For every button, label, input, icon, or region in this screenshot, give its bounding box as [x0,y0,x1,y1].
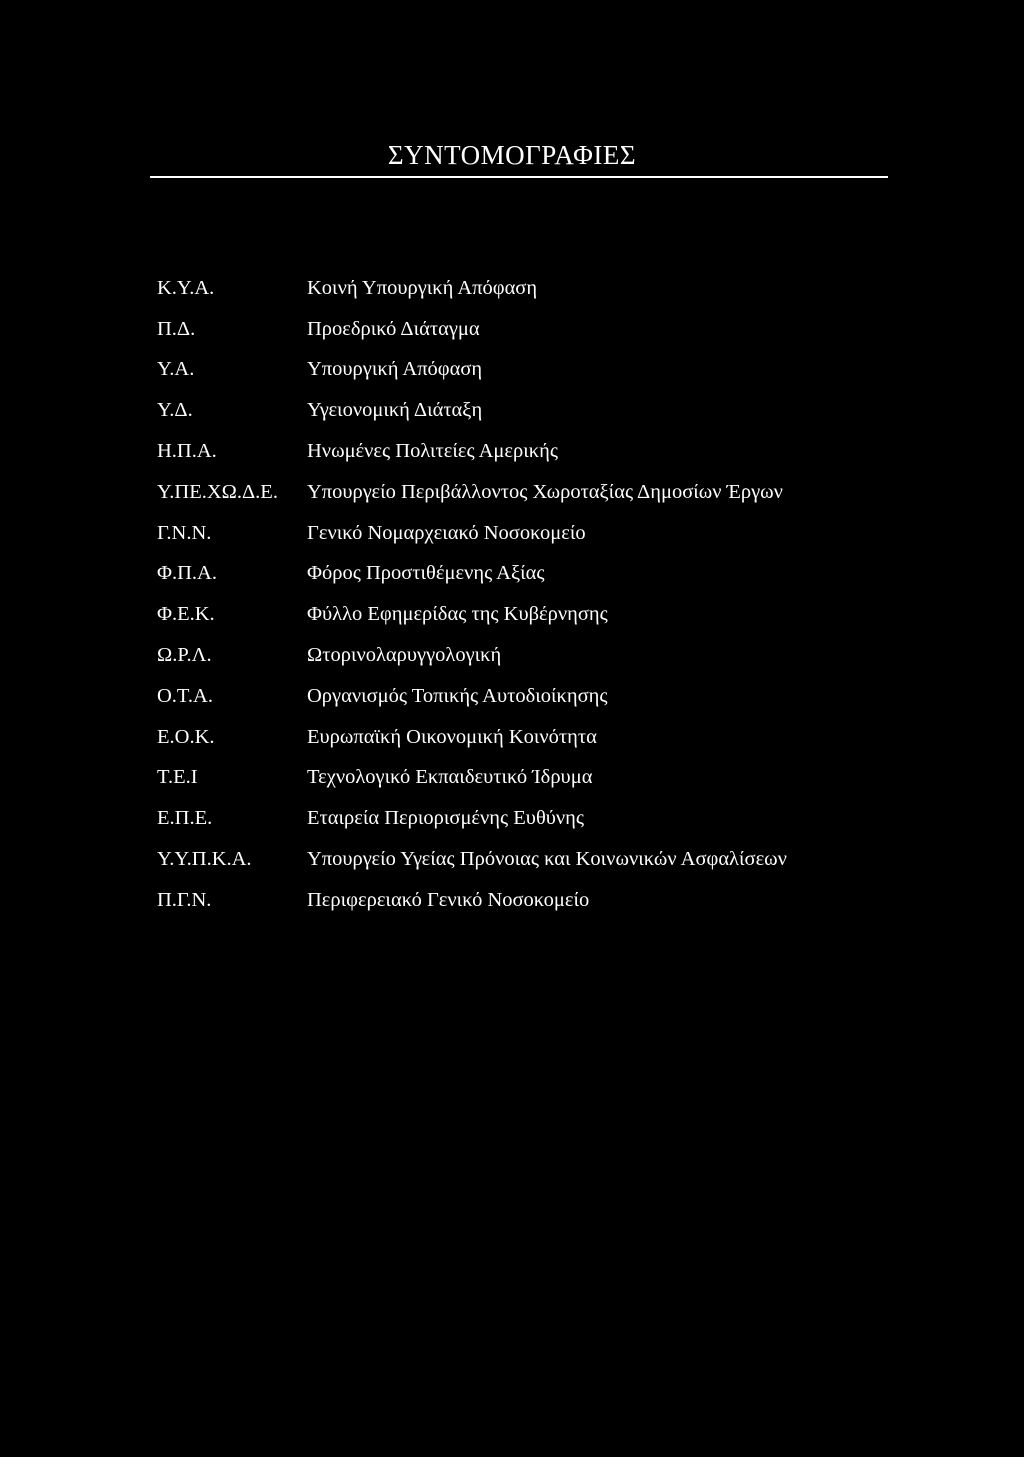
abbreviation-row [157,717,887,758]
abbreviation-meaning: Εταιρεία Περιορισμένης Ευθύνης [307,807,585,830]
page-title: ΣΥΝΤΟΜΟΓΡΑΦΙΕΣ [387,140,637,170]
abbreviation-term: Τ.Ε.Ι [157,766,198,789]
abbreviation-row [157,472,887,513]
abbreviation-term: Π.Γ.Ν. [157,888,212,911]
abbreviation-meaning: Ηνωμένες Πολιτείες Αμερικής [307,440,558,463]
abbreviation-meaning: Προεδρικό Διάταγμα [307,317,480,340]
abbreviation-term: Γ.Ν.Ν. [157,521,212,544]
abbreviation-row [157,554,887,595]
abbreviation-meaning: Υγειονομική Διάταξη [307,399,483,422]
abbreviation-meaning: Οργανισμός Τοπικής Αυτοδιοίκησης [307,684,608,707]
abbreviation-term: Υ.ΠΕ.ΧΩ.Δ.Ε. [157,480,278,503]
abbreviation-term: Κ.Υ.Α. [157,276,215,299]
abbreviation-row [157,268,887,309]
abbreviation-list [157,268,887,921]
abbreviation-meaning: Τεχνολογικό Εκπαιδευτικό Ίδρυμα [307,766,593,789]
abbreviation-row [157,880,887,921]
abbreviation-row [157,758,887,799]
abbreviation-row [157,594,887,635]
abbreviation-term: Ε.Π.Ε. [157,807,213,830]
abbreviation-row [157,635,887,676]
abbreviation-row [157,513,887,554]
abbreviation-meaning: Υπουργική Απόφαση [307,358,483,381]
abbreviation-term: Π.Δ. [157,317,196,340]
abbreviation-term: Φ.Ε.Κ. [157,603,215,626]
abbreviation-term: Ω.Ρ.Λ. [157,644,212,667]
abbreviation-row [157,390,887,431]
abbreviation-term: Η.Π.Α. [157,440,217,463]
abbreviation-term: Ε.Ο.Κ. [157,725,215,748]
abbreviation-row [157,676,887,717]
abbreviation-meaning: Υπουργείο Υγείας Πρόνοιας και Κοινωνικών Ασφαλίσεων [307,848,787,871]
abbreviation-row [157,309,887,350]
abbreviation-term: Φ.Π.Α. [157,562,217,585]
abbreviation-row [157,431,887,472]
title-underline [150,176,888,178]
abbreviation-meaning: Κοινή Υπουργική Απόφαση [307,276,538,299]
abbreviation-term: Ο.Τ.Α. [157,684,213,707]
abbreviation-term: Υ.Υ.Π.Κ.Α. [157,848,252,871]
abbreviation-meaning: Φόρος Προστιθέμενης Αξίας [307,562,545,585]
abbreviation-meaning: Φύλλο Εφημερίδας της Κυβέρνησης [307,603,608,626]
abbreviation-row [157,839,887,880]
abbreviation-meaning: Περιφερειακό Γενικό Νοσοκομείο [307,888,590,911]
abbreviation-meaning: Ευρωπαϊκή Οικονομική Κοινότητα [307,725,597,748]
abbreviation-meaning: Ωτορινολαρυγγολογική [307,644,502,667]
abbreviation-term: Υ.Α. [157,358,195,381]
abbreviation-row [157,798,887,839]
abbreviation-row [157,350,887,391]
abbreviation-term: Υ.Δ. [157,399,193,422]
abbreviation-meaning: Υπουργείο Περιβάλλοντος Χωροταξίας Δημοσίων Έργων [307,480,783,503]
abbreviation-meaning: Γενικό Νομαρχειακό Νοσοκομείο [307,521,586,544]
